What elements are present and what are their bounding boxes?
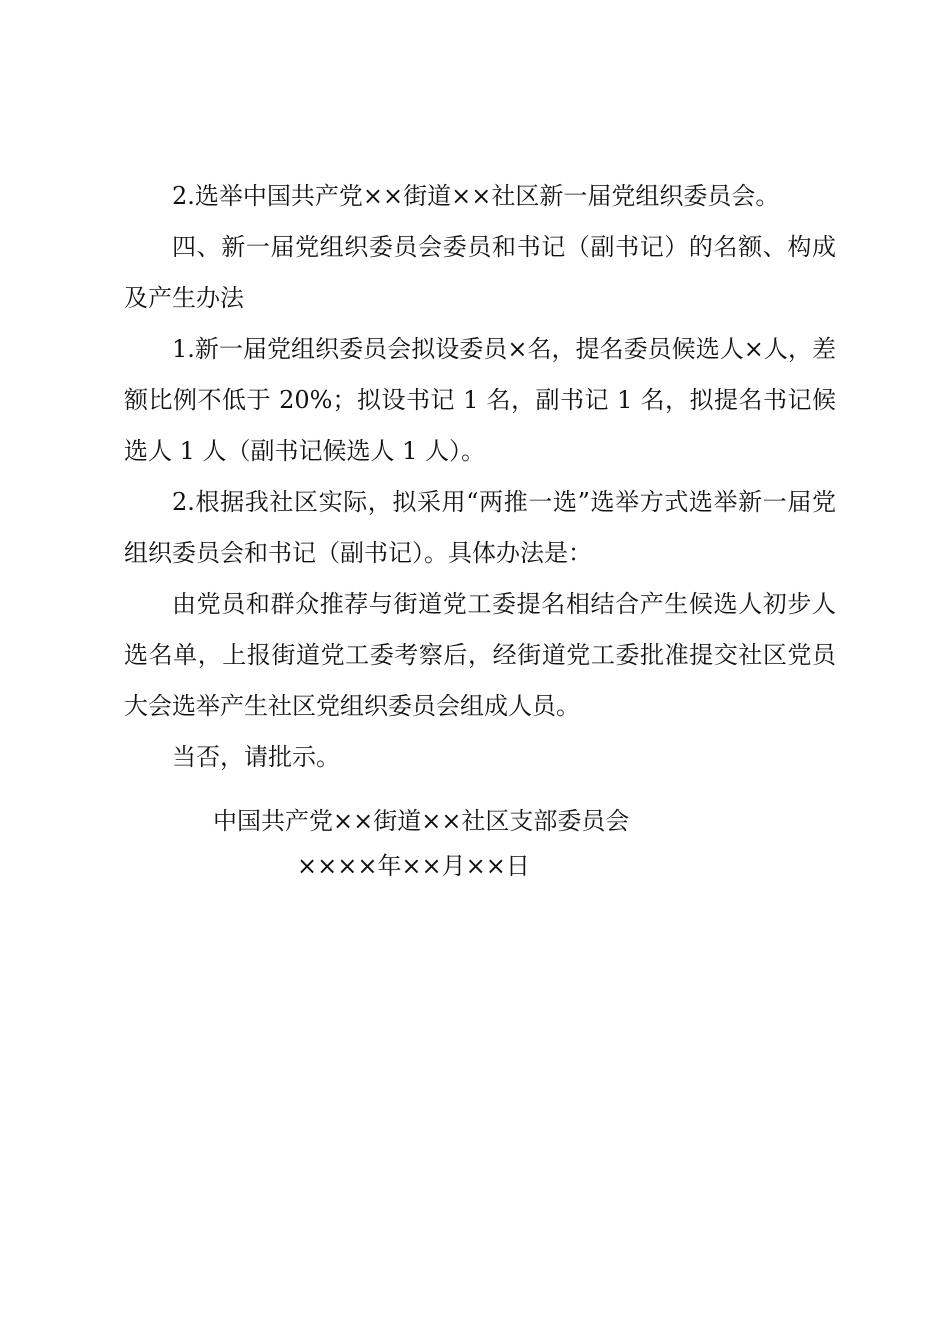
document-body <box>124 171 836 783</box>
signature-block <box>213 799 629 889</box>
signature-organization: 中国共产党××街道××社区支部委员会 <box>213 807 630 835</box>
paragraph-method-detail: 由党员和群众推荐与街道党工委提名相结合产生候选人初步人选名单，上报街道党工委考察后，经街道党工委批准提交社区党员大会选举产生社区党组织委员会组成人员。 <box>124 590 836 720</box>
paragraph-election-item-2: 2.选举中国共产党××街道××社区新一届党组织委员会。 <box>172 182 780 210</box>
paragraph-method-item-2: 2.根据我社区实际，拟采用“两推一选”选举方式选举新一届党组织委员会和书记（副书记）。具体办法是： <box>124 488 836 567</box>
paragraph-section-4-heading: 四、新一届党组织委员会委员和书记（副书记）的名额、构成及产生办法 <box>124 233 836 312</box>
paragraph-closing-request: 当否，请批示。 <box>172 743 340 771</box>
signature-date: ××××年××月××日 <box>297 852 530 880</box>
paragraph-quota-item-1: 1.新一届党组织委员会拟设委员×名，提名委员候选人×人，差额比例不低于 20%；拟设书记 1 名，副书记 1 名，拟提名书记候选人 1 人（副书记候选人 1 人）。 <box>124 335 836 465</box>
